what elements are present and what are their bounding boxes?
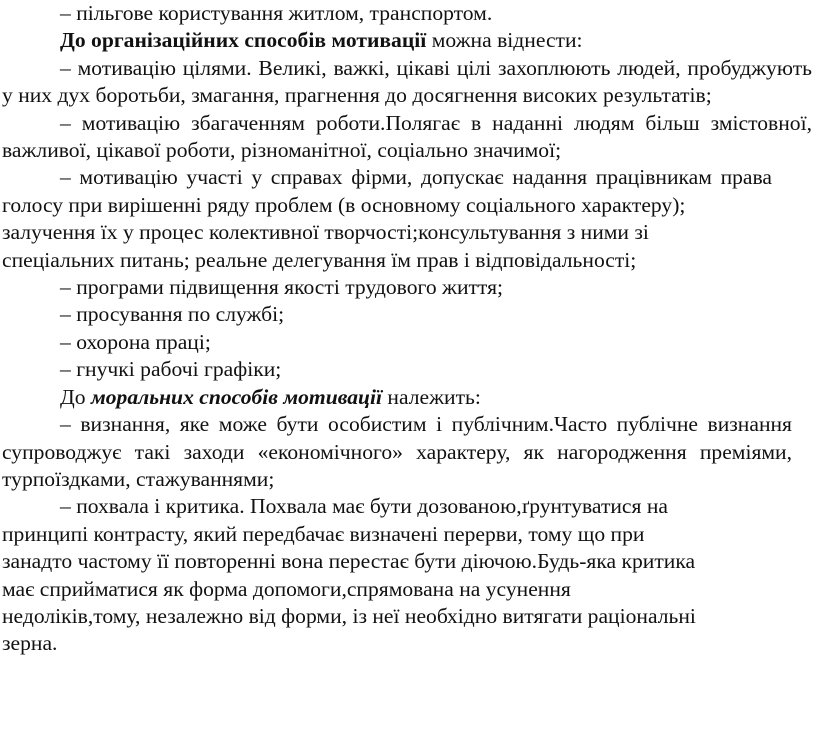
list-item-labor-safety: – охорона праці; bbox=[60, 329, 211, 354]
paragraph-involvement-line2: спеціальних питань; реальне делегування їм прав і відповідальності; bbox=[2, 247, 637, 272]
term-organizational-methods: До організаційних способів мотивації bbox=[60, 28, 427, 53]
term-moral-methods: моральних способів мотивації bbox=[90, 384, 383, 409]
paragraph-participation: – мотивацію участі у справах фірми, допускає надання працівникам права голосу при вирішенні ряду проблем (в основному соціального характеру); bbox=[2, 165, 772, 217]
paragraph-recognition: – визнання, яке може бути особистим і публічним.Часто публічне визнання супроводжує такі заходи «економічного» характеру, як нагородження преміями, турпоїздками, стажуваннями; bbox=[2, 412, 792, 491]
paragraph-praise-line5: недоліків,тому, незалежно від форми, із неї необхідно витягати раціональні bbox=[2, 603, 696, 628]
paragraph-praise-line1: – похвала і критика. Похвала має бути дозованою,ґрунтуватися на bbox=[60, 494, 668, 519]
paragraph-job-enrichment: – мотивацію збагаченням роботи.Полягає в наданні людям більш змістовної, важливої, цікавої роботи, різноманітної, соціально значимої; bbox=[2, 110, 812, 163]
document-page bbox=[2, 0, 812, 658]
intro-rest: можна віднести: bbox=[426, 28, 583, 53]
paragraph-praise-line3: занадто частому її повторенні вона перестає бути діючою.Будь-яка критика bbox=[2, 549, 696, 574]
paragraph-organizational-intro bbox=[2, 27, 812, 54]
list-item-quality-of-life: – програми підвищення якості трудового життя; bbox=[60, 275, 504, 300]
moral-intro-pre: До bbox=[60, 384, 91, 409]
paragraph-praise-line4: має сприйматися як форма допомоги,спрямована на усунення bbox=[2, 576, 571, 601]
moral-intro-rest: належить: bbox=[382, 384, 481, 409]
paragraph-goal-motivation: – мотивацію цілями. Великі, важкі, цікаві цілі захоплюють людей, пробуджують у них дух боротьби, змагання, прагнення до досягнення високих результатів; bbox=[2, 55, 812, 108]
paragraph-praise-line6: зерна. bbox=[2, 631, 58, 656]
paragraph-housing-transport: – пільгове користування житлом, транспортом. bbox=[60, 1, 493, 25]
list-item-flexible-schedules: – гнучкі рабочі графіки; bbox=[60, 357, 282, 382]
paragraph-moral-intro bbox=[2, 384, 812, 411]
paragraph-involvement-line1: залучення їх у процес колективної творчості;консультування з ними зі bbox=[2, 220, 649, 245]
paragraph-praise-line2: принципі контрасту, який передбачає визначені перерви, тому що при bbox=[2, 521, 645, 546]
list-item-promotion: – просування по службі; bbox=[60, 302, 285, 327]
